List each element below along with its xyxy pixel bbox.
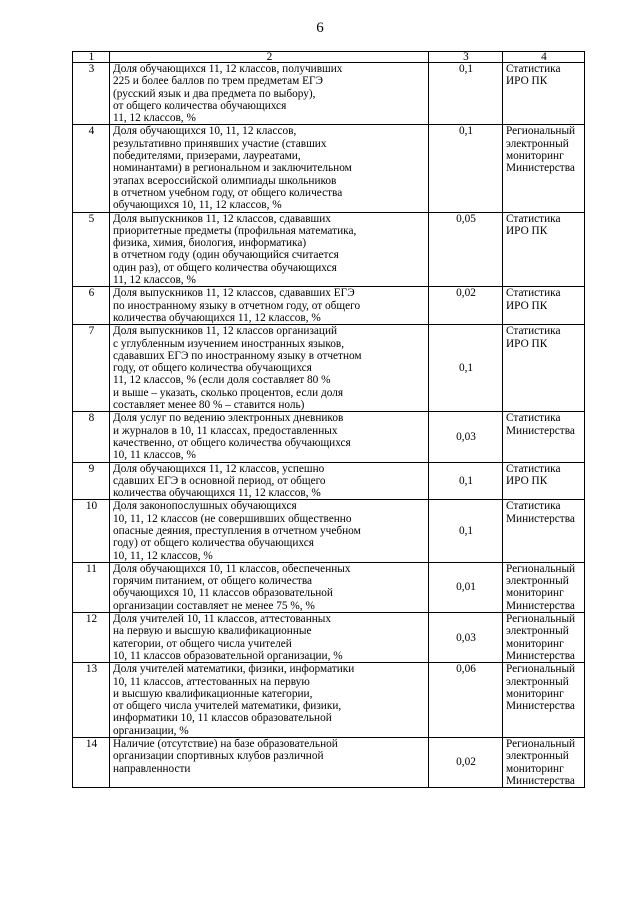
data-source: Региональный электронный мониторинг Министерства xyxy=(503,125,585,212)
indicator-text: Доля выпускников 11, 12 классов, сдававших ЕГЭ по иностранному языку в отчетном году, от общего количества обучающихся 11, 12 классов, % xyxy=(110,287,429,325)
indicator-text: Доля обучающихся 10, 11, 12 классов, результативно принявших участие (ставших победителями, призерами, лауреатами, номинантами) в региональном и заключительном этапах всероссийской олимпиады школьников в отчетном учебном году, от общего количества обучающихся 10, 11, 12 классов, % xyxy=(110,125,429,212)
indicator-text: Доля выпускников 11, 12 классов организаций с углубленным изучением иностранных языков, сдававших ЕГЭ по иностранному языку в отчетном году, от общего количества обучающихся 11, 12 классов, % (если доля составляет 80 % и выше – указать, сколько процентов, если доля составляет менее 80 % – ставится ноль) xyxy=(110,325,429,412)
table-row xyxy=(73,287,585,325)
table-row xyxy=(73,562,585,612)
data-source: Статистика Министерства xyxy=(503,500,585,562)
data-source: Статистика ИРО ПК xyxy=(503,63,585,125)
table-row xyxy=(73,613,585,663)
header-cell-weight: 3 xyxy=(429,52,503,63)
header-cell-indicator: 2 xyxy=(110,52,429,63)
row-number: 14 xyxy=(73,738,110,788)
header-cell-source: 4 xyxy=(503,52,585,63)
weight-value: 0,1 xyxy=(429,462,503,500)
header-row xyxy=(73,52,585,63)
weight-value: 0,03 xyxy=(429,412,503,462)
row-number: 6 xyxy=(73,287,110,325)
row-number: 7 xyxy=(73,325,110,412)
data-source: Региональный электронный мониторинг Министерства xyxy=(503,562,585,612)
row-number: 11 xyxy=(73,562,110,612)
data-source: Статистика ИРО ПК xyxy=(503,212,585,287)
data-source: Статистика Министерства xyxy=(503,412,585,462)
row-number: 8 xyxy=(73,412,110,462)
weight-value: 0,03 xyxy=(429,613,503,663)
indicator-text: Доля обучающихся 11, 12 классов, получивших 225 и более баллов по трем предметам ЕГЭ (русский язык и два предмета по выбору), от общего количества обучающихся 11, 12 классов, % xyxy=(110,63,429,125)
page-number: 6 xyxy=(316,20,324,36)
indicator-text: Доля учителей математики, физики, информатики 10, 11 классов, аттестованных на первую и высшую квалификационные категории, от общего числа учителей математики, физики, информатики 10, 11 классов образовательной организации, % xyxy=(110,663,429,738)
weight-value: 0,02 xyxy=(429,738,503,788)
table-row xyxy=(73,125,585,212)
indicator-text: Доля обучающихся 10, 11 классов, обеспеченных горячим питанием, от общего количества обучающихся 10, 11 классов образовательной организации составляет не менее 75 %, % xyxy=(110,562,429,612)
table-row xyxy=(73,412,585,462)
data-source: Региональный электронный мониторинг Министерства xyxy=(503,663,585,738)
indicator-text: Доля выпускников 11, 12 классов, сдававших приоритетные предметы (профильная математика, физика, химия, биология, информатика) в отчетном году (один обучающийся считается один раз), от общего количества обучающихся 11, 12 классов, % xyxy=(110,212,429,287)
row-number: 13 xyxy=(73,663,110,738)
row-number: 10 xyxy=(73,500,110,562)
row-number: 3 xyxy=(73,63,110,125)
data-source: Региональный электронный мониторинг Министерства xyxy=(503,738,585,788)
indicator-text: Доля учителей 10, 11 классов, аттестованных на первую и высшую квалификационные категории, от общего числа учителей 10, 11 классов образовательной организации, % xyxy=(110,613,429,663)
header-cell-number: 1 xyxy=(73,52,110,63)
data-source: Статистика ИРО ПК xyxy=(503,325,585,412)
row-number: 5 xyxy=(73,212,110,287)
row-number: 12 xyxy=(73,613,110,663)
weight-value: 0,02 xyxy=(429,287,503,325)
data-source: Статистика ИРО ПК xyxy=(503,287,585,325)
table-row xyxy=(73,500,585,562)
table-row xyxy=(73,63,585,125)
table-row xyxy=(73,738,585,788)
weight-value: 0,1 xyxy=(429,63,503,125)
indicator-text: Наличие (отсутствие) на базе образовательной организации спортивных клубов различной направленности xyxy=(110,738,429,788)
data-source: Региональный электронный мониторинг Министерства xyxy=(503,613,585,663)
weight-value: 0,05 xyxy=(429,212,503,287)
weight-value: 0,06 xyxy=(429,663,503,738)
weight-value: 0,1 xyxy=(429,325,503,412)
indicator-text: Доля услуг по ведению электронных дневников и журналов в 10, 11 классах, предоставленных качественно, от общего количества обучающихся 10, 11 классов, % xyxy=(110,412,429,462)
table-row xyxy=(73,462,585,500)
data-source: Статистика ИРО ПК xyxy=(503,462,585,500)
row-number: 9 xyxy=(73,462,110,500)
table-row xyxy=(73,663,585,738)
table-row xyxy=(73,212,585,287)
weight-value: 0,01 xyxy=(429,562,503,612)
weight-value: 0,1 xyxy=(429,125,503,212)
table-row xyxy=(73,325,585,412)
criteria-table xyxy=(72,51,585,788)
weight-value: 0,1 xyxy=(429,500,503,562)
indicator-text: Доля законопослушных обучающихся 10, 11, 12 классов (не совершивших общественно опасные деяния, преступления в отчетном учебном году) от общего количества обучающихся 10, 11, 12 классов, % xyxy=(110,500,429,562)
indicator-text: Доля обучающихся 11, 12 классов, успешно сдавших ЕГЭ в основной период, от общего количества обучающихся 11, 12 классов, % xyxy=(110,462,429,500)
row-number: 4 xyxy=(73,125,110,212)
